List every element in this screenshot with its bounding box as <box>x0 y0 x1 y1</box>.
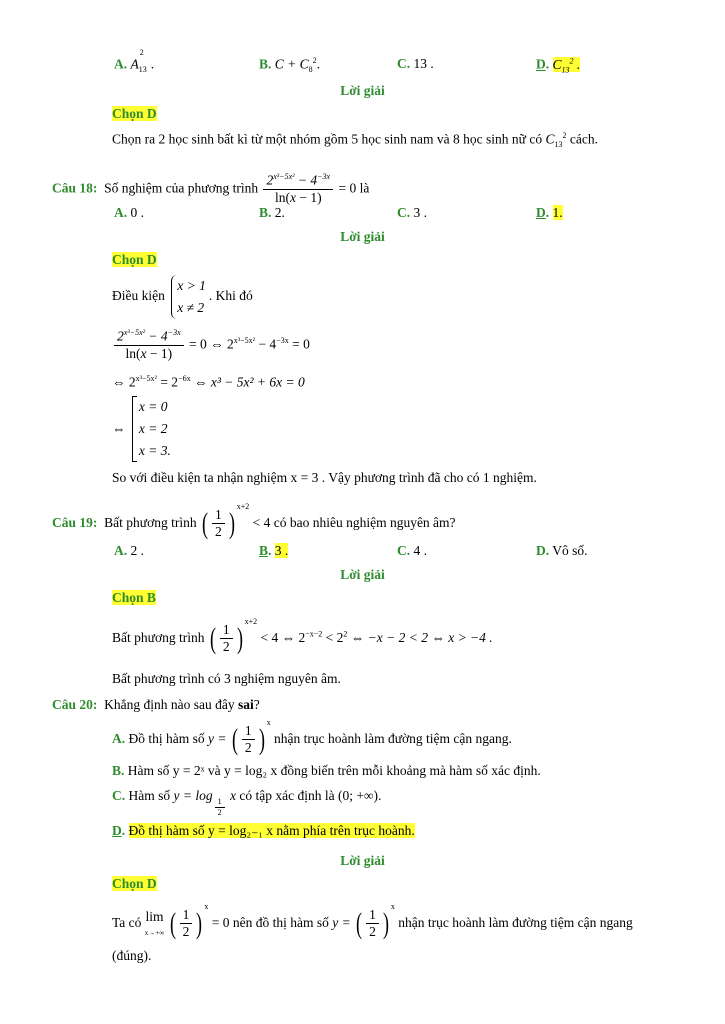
q20-question: Câu 20: Khẳng định nào sau đây sai? <box>52 697 260 712</box>
q17-choose: Chọn D <box>112 106 157 121</box>
q18-solution-header: Lời giải <box>340 229 385 244</box>
q17-option-d: D. $C_{13}^2$ . <box>536 56 581 75</box>
q17-solution-header: Lời giải <box>340 83 385 98</box>
q19-conclusion: Bất phương trình có 3 nghiệm nguyên âm. <box>112 671 341 686</box>
q20-choose: Chọn D <box>112 876 157 891</box>
q19-option-a: A. 2 . <box>114 543 144 558</box>
q18-fraction: $\frac{2^{x^3-5x^2} - 4^{-3x}}{\ln(x - 1)}$ <box>263 172 333 207</box>
q18-step1: $\frac{2^{x^3-5x^2} - 4^{-3x}}{\ln(x - 1)}$ = 0 ⇔ $2^{x^3-5x^2} - 4^{-3x} = 0$ <box>112 328 310 363</box>
q18-solutions: ⇔ x = 0 x = 2 x = 3. <box>112 396 171 462</box>
q17-explanation: Chọn ra 2 học sinh bất kì từ một nhóm gồm 5 học sinh nam và 8 học sinh nữ có $C_{13}^2$ cách. <box>112 131 598 150</box>
q19-choose: Chọn B <box>112 590 156 605</box>
q17-option-c: C. 13 . <box>397 56 434 71</box>
q20-solution-end: (đúng). <box>112 948 152 963</box>
q19-solution: Bất phương trình ( $\frac{1}{2}$ )$^{x+2}$ < 4 ⇔ $2^{-x-2} < 2^2$ ⇔ −x − 2 < 2 ⇔ x > −4 . <box>112 617 493 655</box>
q18-option-d: D. 1. <box>536 205 563 220</box>
q18-option-a: A. 0 . <box>114 205 144 220</box>
q18-question: Câu 18: Số nghiệm của phương trình $\frac{2^{x^3-5x^2} - 4^{-3x}}{\ln(x - 1)}$ = 0 là <box>52 172 370 206</box>
q18-choose: Chọn D <box>112 252 157 267</box>
q18-condition: Điều kiện x > 1 x ≠ 2. Khi đó <box>112 275 253 319</box>
q18-option-c: C. 3 . <box>397 205 427 220</box>
q19-option-d: D. Vô số. <box>536 543 588 558</box>
q20-solution: Ta có lim x→+∞ ( $\frac{1}{2}$ )$^x$ = 0 nên đồ thị hàm số y = ( $\frac{1}{2}$ )$^x$ nhận trục hoành làm đường tiệm cận ngang <box>112 902 633 940</box>
q19-solution-header: Lời giải <box>340 567 385 582</box>
q20-option-a: A. Đồ thị hàm số y = ( $\frac{1}{2}$ )$^x$ nhận trục hoành làm đường tiệm cận ngang. <box>112 718 512 756</box>
q17-option-b: B. $C + C_8^2$. <box>259 56 321 75</box>
q19-option-b: B. 3 . <box>259 543 289 558</box>
q20-option-b: B. Hàm số y = 2ˣ và y = log₂ x đồng biến trên mỗi khoảng mà hàm số xác định. <box>112 763 541 778</box>
q18-step2: ⇔ $2^{x^3-5x^2} = 2^{-6x}$ ⇔ x³ − 5x² + 6x = 0 <box>112 374 305 390</box>
q20-option-d: D. Đồ thị hàm số y = log₂₋₁ x nằm phía trên trục hoành. <box>112 823 415 838</box>
q18-conclusion: So với điều kiện ta nhận nghiệm x = 3 . Vậy phương trình đã cho có 1 nghiệm. <box>112 470 537 485</box>
q18-option-b: B. 2. <box>259 205 285 220</box>
q19-question: Câu 19: Bất phương trình ( $\frac{1}{2}$ )$^{x+2}$ < 4 có bao nhiêu nghiệm nguyên âm? <box>52 502 456 540</box>
q19-option-c: C. 4 . <box>397 543 427 558</box>
q20-solution-header: Lời giải <box>340 853 385 868</box>
q20-option-c: C. Hàm số y = log $_{\frac{1}{2}}$ x có tập xác định là (0; +∞). <box>112 788 382 818</box>
q17-option-a: A. $A_{13}^2$. <box>114 48 155 75</box>
